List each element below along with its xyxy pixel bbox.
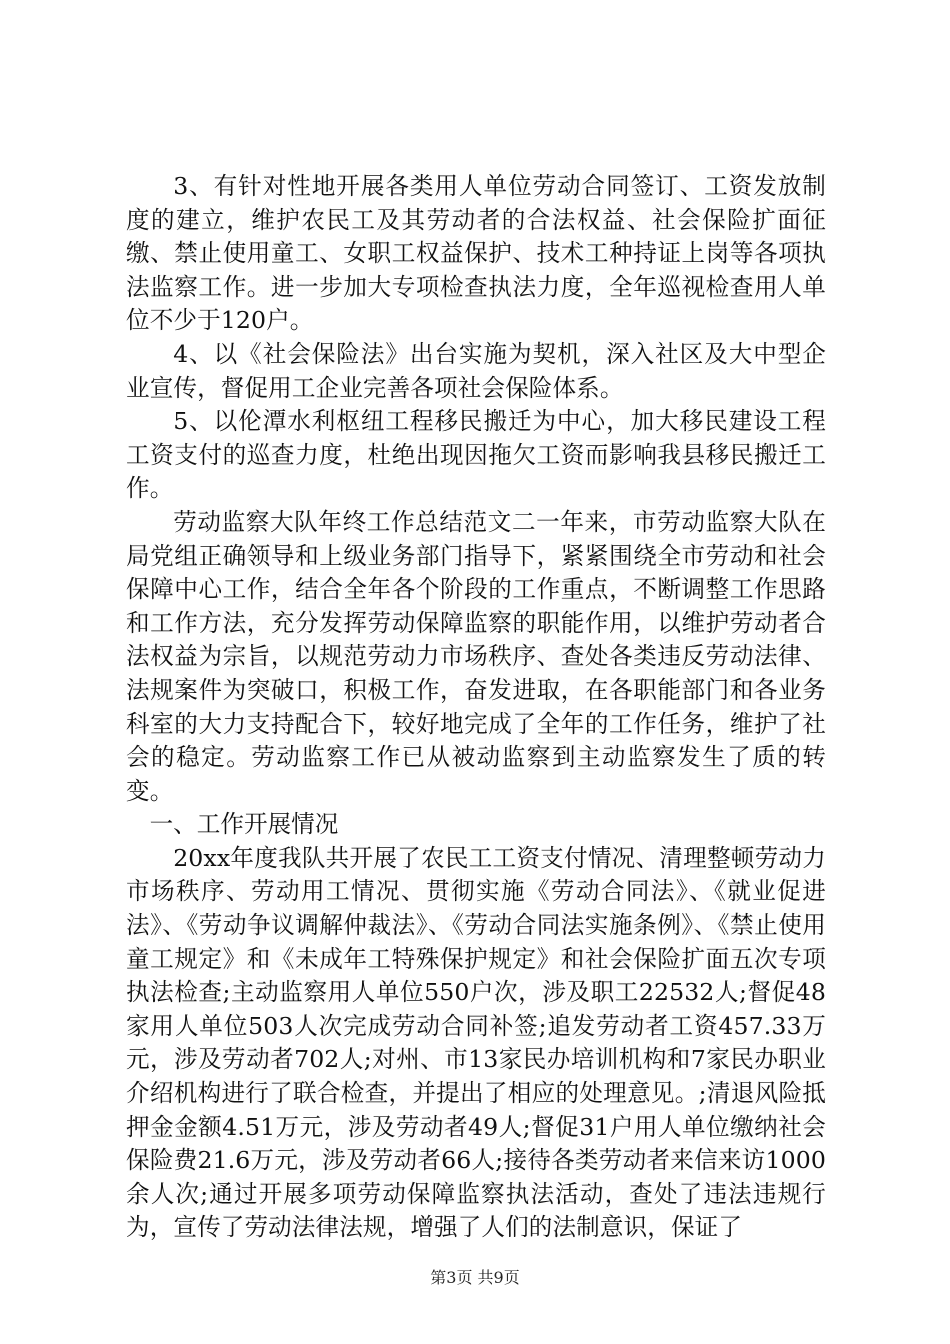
page-footer: 第3页 共9页 [430,1268,520,1287]
paragraph-item-5: 5、以伦潭水利枢纽工程移民搬迁为中心，加大移民建设工程工资支付的巡查力度，杜绝出现因拖欠工资而影响我县移民搬迁工作。 [126,407,826,503]
paragraph-summary-intro: 劳动监察大队年终工作总结范文二一年来，市劳动监察大队在局党组正确领导和上级业务部门指导下，紧紧围绕全市劳动和社会保障中心工作，结合全年各个阶段的工作重点，不断调整工作思路和工作方法，充分发挥劳动保障监察的职能作用，以维护劳动者合法权益为宗旨，以规范劳动力市场秩序、查处各类违反劳动法律、法规案件为突破口，积极工作，奋发进取，在各职能部门和各业务科室的大力支持配合下，较好地完成了全年的工作任务，维护了社会的稳定。劳动监察工作已从被动监察到主动监察发生了质的转变。 [126,507,826,805]
section-heading: 一、工作开展情况 [149,810,339,839]
paragraph-item-3: 3、有针对性地开展各类用人单位劳动合同签订、工资发放制度的建立，维护农民工及其劳动者的合法权益、社会保险扩面征缴、禁止使用童工、女职工权益保护、技术工种持证上岗等各项执法监察工作。进一步加大专项检查执法力度，全年巡视检查用人单位不少于120户。 [126,172,826,335]
paragraph-work-details: 20xx年度我队共开展了农民工工资支付情况、清理整顿劳动力市场秩序、劳动用工情况、贯彻实施《劳动合同法》、《就业促进法》、《劳动争议调解仲裁法》、《劳动合同法实施条例》、《禁止使用童工规定》和《未成年工特殊保护规定》和社会保险扩面五次专项执法检查;主动监察用人单位550户次，涉及职工22532人;督促48家用人单位503人次完成劳动合同补签;追发劳动者工资457.33万元，涉及劳动者702人;对州、市13家民办培训机构和7家民办职业介绍机构进行了联合检查，并提出了相应的处理意见。;清退风险抵押金金额4.51万元，涉及劳动者49人;督促31户用人单位缴纳社会保险费21.6万元，涉及劳动者66人;接待各类劳动者来信来访1000余人次;通过开展多项劳动保障监察执法活动，查处了违法违规行为，宣传了劳动法律法规，增强了人们的法制意识，保证了 [126,843,826,1242]
document-body [126,170,826,1245]
paragraph-item-4: 4、以《社会保险法》出台实施为契机，深入社区及大中型企业宣传，督促用工企业完善各项社会保险体系。 [126,339,826,402]
